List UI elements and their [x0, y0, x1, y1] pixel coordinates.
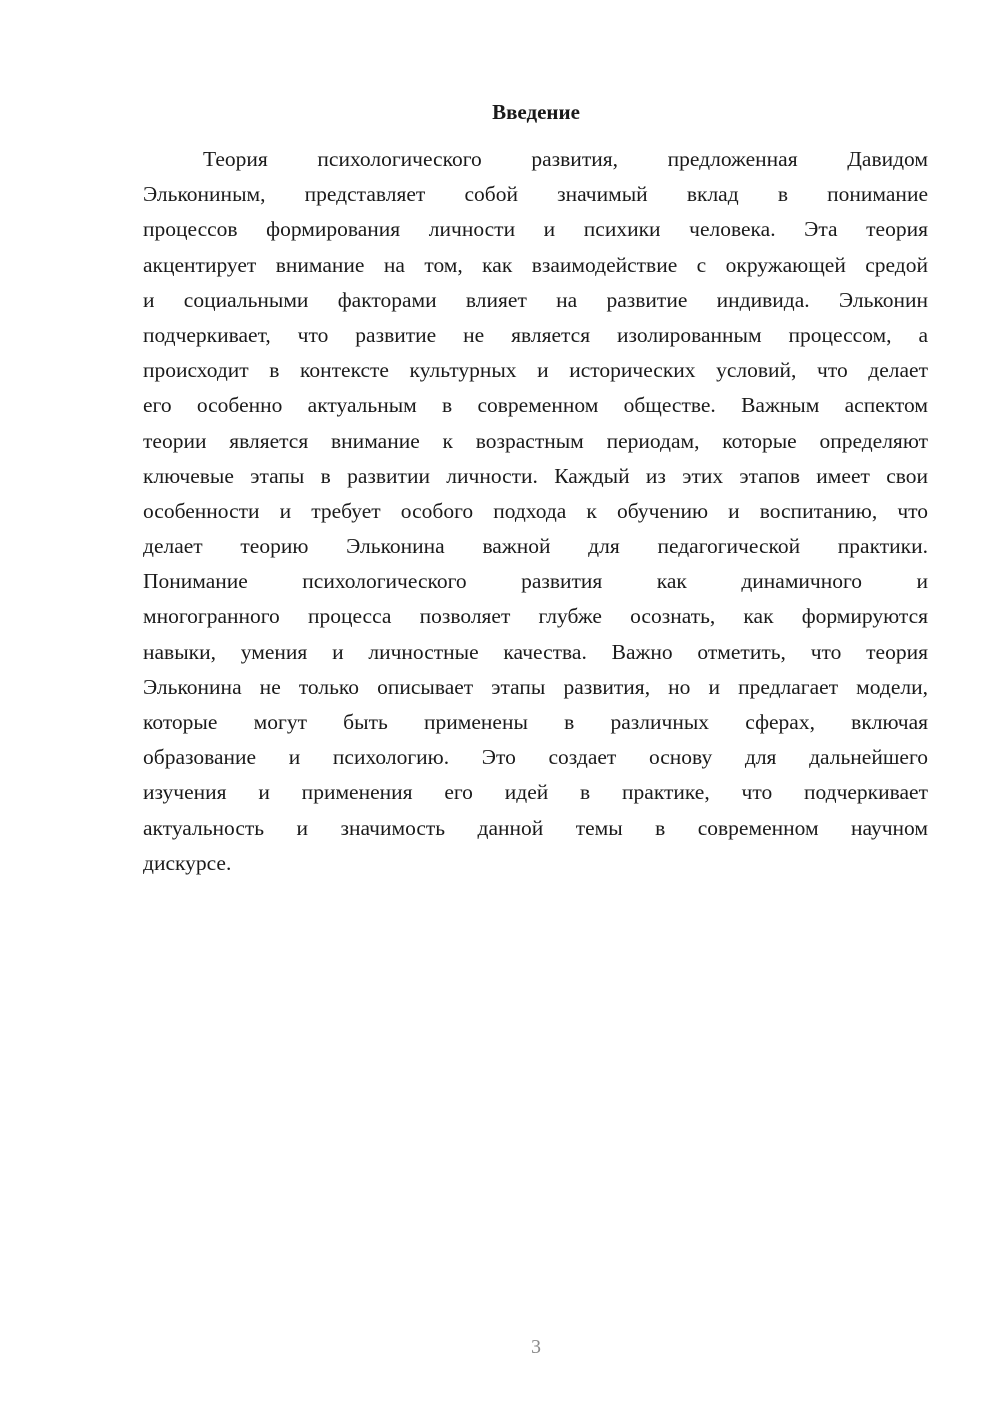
- paragraph-line: делает теорию Эльконина важной для педагогической практики.: [143, 534, 928, 559]
- paragraph-line: происходит в контексте культурных и исторических условий, что делает: [143, 358, 928, 383]
- paragraph-line: его особенно актуальным в современном обществе. Важным аспектом: [143, 393, 928, 418]
- paragraph-line: Элькониным, представляет собой значимый вклад в понимание: [143, 182, 928, 207]
- paragraph-line: многогранного процесса позволяет глубже осознать, как формируются: [143, 604, 928, 629]
- paragraph-line: акцентирует внимание на том, как взаимодействие с окружающей средой: [143, 252, 928, 277]
- section-title: Введение: [492, 100, 580, 124]
- body-paragraph: [143, 142, 928, 881]
- page-number: 3: [531, 1336, 541, 1358]
- paragraph-line: процессов формирования личности и психики человека. Эта теория: [143, 217, 928, 242]
- paragraph-line: подчеркивает, что развитие не является изолированным процессом, а: [143, 322, 928, 347]
- paragraph-line: особенности и требует особого подхода к обучению и воспитанию, что: [143, 498, 928, 523]
- paragraph-line: Теория психологического развития, предложенная Давидом: [203, 147, 928, 171]
- paragraph-line: ключевые этапы в развитии личности. Каждый из этих этапов имеет свои: [143, 463, 928, 488]
- paragraph-line: и социальными факторами влияет на развитие индивида. Эльконин: [143, 287, 928, 312]
- paragraph-line: Понимание психологического развития как динамичного и: [143, 569, 928, 594]
- paragraph-line: Эльконина не только описывает этапы развития, но и предлагает модели,: [143, 674, 928, 699]
- paragraph-line: актуальность и значимость данной темы в современном научном: [143, 815, 928, 840]
- paragraph-line: образование и психологию. Это создает основу для дальнейшего: [143, 745, 928, 770]
- paragraph-line: теории является внимание к возрастным периодам, которые определяют: [143, 428, 928, 453]
- paragraph-line: которые могут быть применены в различных сферах, включая: [143, 710, 928, 734]
- paragraph-line: дискурсе.: [143, 850, 232, 875]
- paragraph-line: изучения и применения его идей в практике, что подчеркивает: [143, 780, 928, 805]
- paragraph-line: навыки, умения и личностные качества. Важно отметить, что теория: [143, 639, 928, 664]
